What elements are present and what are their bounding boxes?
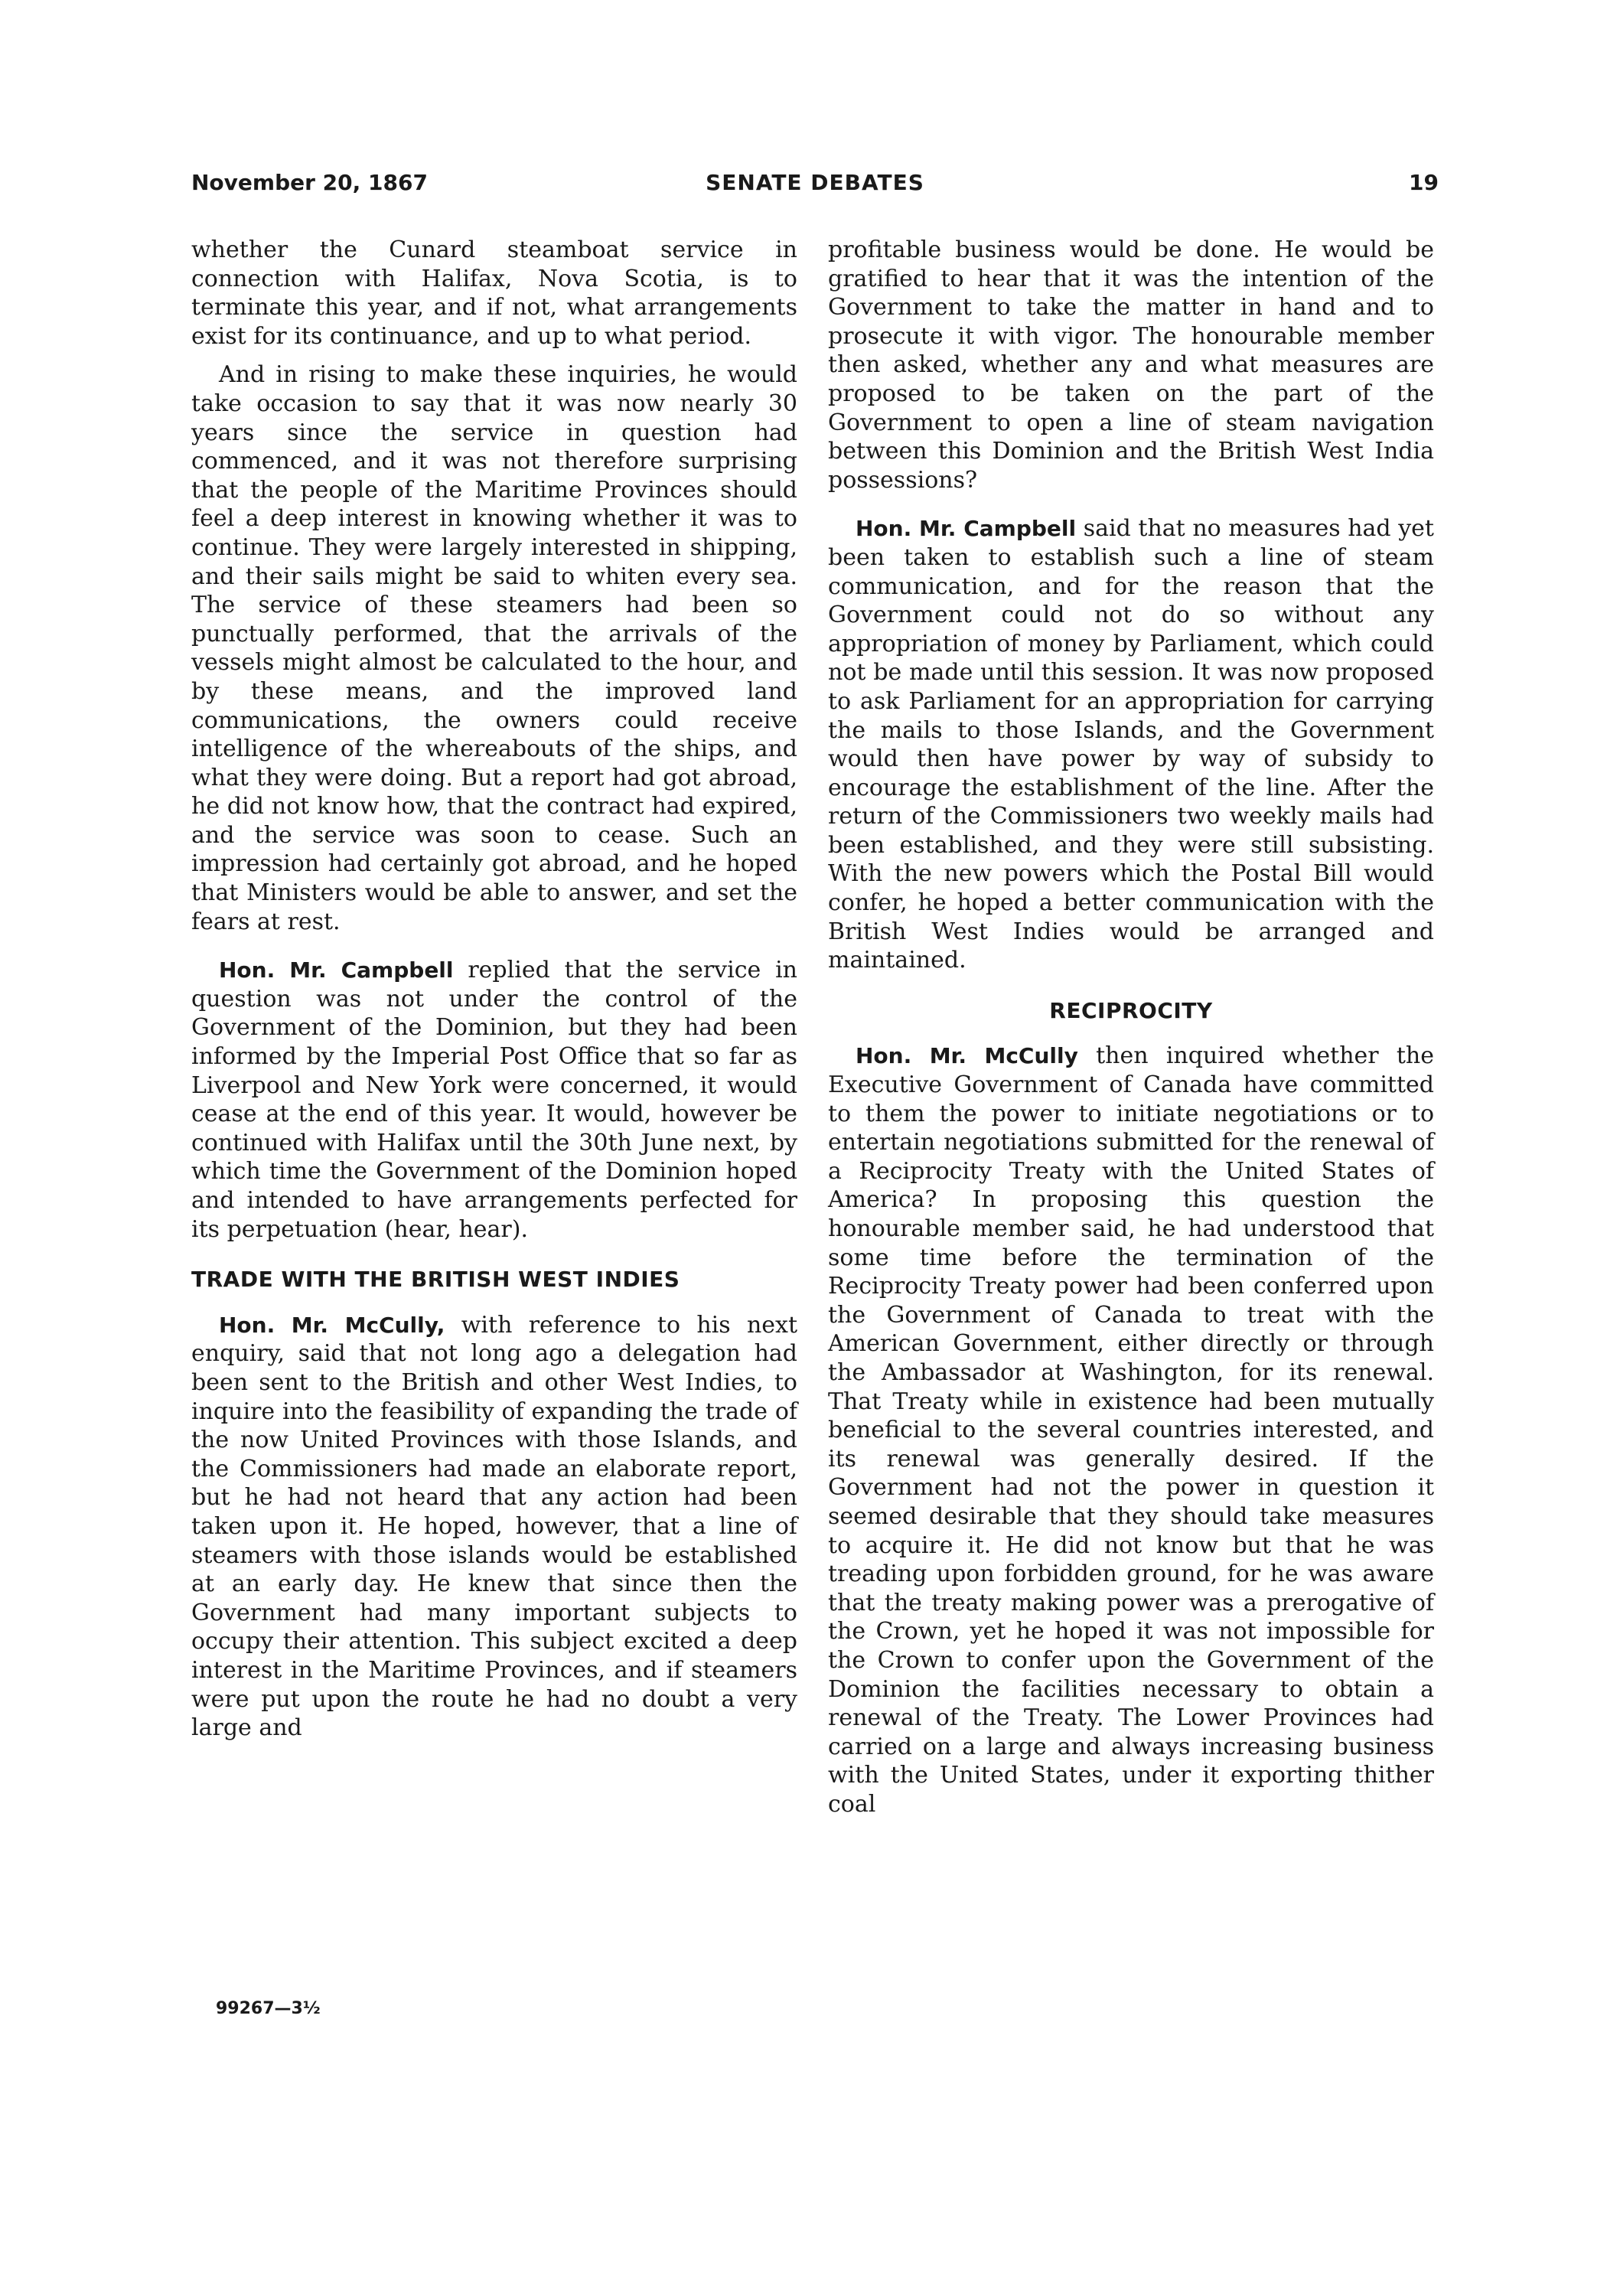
right-column <box>828 236 1434 1828</box>
paragraph <box>191 1311 797 1743</box>
section-heading: TRADE WITH THE BRITISH WEST INDIES <box>191 1267 680 1293</box>
paragraph-text: said that no measures had yet been taken to establish such a line of steam communication, and for the reason that the Government could not do so without any appropriation of money by Parliament, which could not be made until this session. It was now proposed to ask Parliament for an appropriation for carrying the mails to those Islands, and the Government would then have power by way of subsidy to encourage the establishment of the line. After the return of the Commissioners two weekly mails had been established, and they were still subsisting. With the new powers which the Postal Bill would confer, he hoped a better communication with the British West Indies would be arranged and maintained. <box>828 515 1434 974</box>
header-title: SENATE DEBATES <box>706 170 924 195</box>
header-date: November 20, 1867 <box>191 170 428 195</box>
paragraph <box>828 514 1434 975</box>
paragraph <box>828 1042 1434 1818</box>
left-column <box>191 236 797 1753</box>
paragraph: And in rising to make these inquiries, he would take occasion to say that it was now nearly 30 years since the service in question had commenced, and it was not therefore surprising that the people of the Maritime Provinces should feel a deep interest in knowing whether it was to continue. They were largely interested in shipping, and their sails might be said to whiten every sea. The service of these steamers had been so punctually performed, that the arrivals of the vessels might almost be calculated to the hour, and by these means, and the improved land communications, the owners could receive intelligence of the whereabouts of the ships, and what they were doing. But a report had got abroad, he did not know how, that the contract had expired, and the service was soon to cease. Such an impression had certainly got abroad, and he hoped that Ministers would be able to answer, and set the fears at rest. <box>191 361 797 935</box>
paragraph-text: replied that the service in question was not under the control of the Government of the Dominion, but they had been informed by the Imperial Post Office that so far as Liverpool and New York were concerned, it would cease at the end of this year. It would, however be continued with Halifax until the 30th June next, by which time the Government of the Dominion hoped and intended to have arrangements perfected for its perpetuation (hear, hear). <box>191 957 797 1243</box>
page-number: 19 <box>1409 170 1439 195</box>
print-code: 99267—3½ <box>216 1999 321 2018</box>
paragraph-text: then inquired whether the Executive Government of Canada have committed to them the power to initiate negotiations or to entertain negotiations submitted for the renewal of a Reciprocity Treaty with the United States of America? In proposing this question the honourable member said, he had understood that some time before the termination of the Reciprocity Treaty power had been conferred upon the Government of Canada to treat with the American Government, either directly or through the Ambassador at Washington, for its renewal. That Treaty while in existence had been mutually beneficial to the several countries interested, and its renewal was generally desired. If the Government had not the power in question it seemed desirable that they should take measures to acquire it. He did not know but that he was treading upon forbidden ground, for he was aware that the treaty making power was a prerogative of the Crown, yet he hoped it was not impossible for the Crown to confer upon the Government of the Dominion the facilities necessary to obtain a renewal of the Treaty. The Lower Provinces had carried on a large and always increasing business with the United States, under it exporting thither coal <box>828 1042 1434 1818</box>
paragraph-text: with reference to his next enquiry, said that not long ago a delegation had been sent to the British and other West Indies, to inquire into the feasibility of expanding the trade of the now United Provinces with those Islands, and the Commissioners had made an elaborate report, but he had not heard that any action had been taken upon it. He hoped, however, that a line of steamers with those islands would be established at an early day. He knew that since then the Government had many important subjects to occupy their attention. This subject excited a deep interest in the Maritime Provinces, and if steamers were put upon the route he had no doubt a very large and <box>191 1311 797 1742</box>
page-header <box>191 170 1439 204</box>
section-heading: RECIPROCITY <box>1049 997 1213 1023</box>
paragraph: profitable business would be done. He would be gratified to hear that it was the intention of the Government to take the matter in hand and to prosecute it with vigor. The honourable member then asked, whether any and what measures are proposed to be taken on the part of the Government to open a line of steam navigation between this Dominion and the British West India possessions? <box>828 236 1434 494</box>
speaker-name: Hon. Mr. McCully, <box>219 1312 445 1338</box>
speaker-name: Hon. Mr. McCully <box>856 1043 1078 1069</box>
speaker-name: Hon. Mr. Campbell <box>856 516 1077 542</box>
paragraph: whether the Cunard steamboat service in connection with Halifax, Nova Scotia, is to terminate this year, and if not, what arrangements exist for its continuance, and up to what period. <box>191 236 797 350</box>
speaker-name: Hon. Mr. Campbell <box>219 957 454 983</box>
paragraph <box>191 956 797 1244</box>
